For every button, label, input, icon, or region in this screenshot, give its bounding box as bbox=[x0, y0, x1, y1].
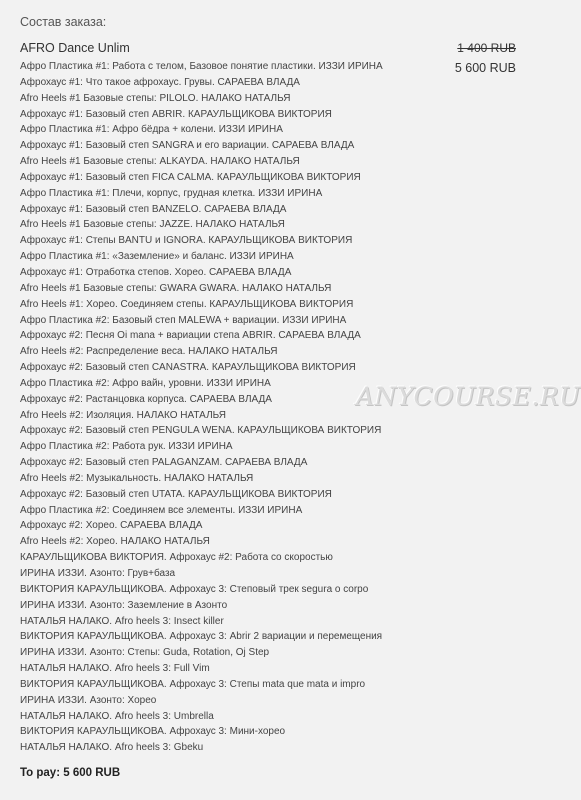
order-item: Афро Пластика #2: Афро вайн, уровни. ИЗЗИ ИРИНА bbox=[20, 377, 271, 389]
watermark: ANYCOURSE.RU bbox=[356, 382, 581, 411]
order-item: Afro Heels #2: Изоляция. НАЛАКО НАТАЛЬЯ bbox=[20, 409, 226, 421]
order-item: Афро Пластика #1: Работа с телом, Базовое понятие пластики. ИЗЗИ ИРИНА bbox=[20, 61, 383, 72]
order-item: ИРИНА ИЗЗИ. Азонто: Хорео bbox=[20, 694, 157, 706]
order-item: Afro Heels #2: Музыкальность. НАЛАКО НАТАЛЬЯ bbox=[20, 472, 254, 484]
order-item: Afro Heels #1 Базовые степы: ALKAYDA. НАЛАКО НАТАЛЬЯ bbox=[20, 156, 300, 168]
order-item: Афрохаус #2: Песня Oi mana + вариации степа ABRIR. САРАЕВА ВЛАДА bbox=[20, 330, 361, 342]
order-item: Afro Heels #1: Хорео. Соединяем степы. КАРАУЛЬЩИКОВА ВИКТОРИЯ bbox=[20, 298, 354, 310]
order-item: Afro Heels #1 Базовые степы: JAZZE. НАЛАКО НАТАЛЬЯ bbox=[20, 219, 285, 231]
order-item: Афро Пластика #1: Афро бёдра + колени. ИЗЗИ ИРИНА bbox=[20, 124, 283, 136]
order-item: ИРИНА ИЗЗИ. Азонто: Степы: Guda, Rotation, Oj Step bbox=[20, 647, 270, 659]
order-item: ИРИНА ИЗЗИ. Азонто: Заземление в Азонто bbox=[20, 599, 228, 611]
order-item: Афрохаус #2: Базовый степ PALAGANZAM. САРАЕВА ВЛАДА bbox=[20, 457, 308, 469]
order-item: Афрохаус #2: Базовый степ UTATA. КАРАУЛЬЩИКОВА ВИКТОРИЯ bbox=[20, 488, 332, 500]
order-item: Афро Пластика #2: Базовый степ MALEWA + вариации. ИЗЗИ ИРИНА bbox=[20, 314, 347, 326]
order-item: Афрохаус #2: Базовый степ PENGULA WENA. КАРАУЛЬЩИКОВА ВИКТОРИЯ bbox=[20, 425, 382, 437]
order-item: Афро Пластика #1: «Заземление» и баланс. ИЗЗИ ИРИНА bbox=[20, 251, 294, 263]
order-item: Афрохаус #1: Базовый степ FICA CALMA. КАРАУЛЬЩИКОВА ВИКТОРИЯ bbox=[20, 171, 361, 183]
order-item: Афрохаус #1: Отработка степов. Хорео. САРАЕВА ВЛАДА bbox=[20, 266, 292, 278]
order-item: НАТАЛЬЯ НАЛАКО. Afro heels 3: Full Vim bbox=[20, 663, 210, 675]
order-item: НАТАЛЬЯ НАЛАКО. Afro heels 3: Insect killer bbox=[20, 615, 224, 627]
order-item: ВИКТОРИЯ КАРАУЛЬЩИКОВА. Афрохаус 3: Степовый трек segura o corpo bbox=[20, 583, 369, 595]
order-item: Афро Пластика #2: Работа рук. ИЗЗИ ИРИНА bbox=[20, 441, 233, 453]
order-item: Afro Heels #2: Хорео. НАЛАКО НАТАЛЬЯ bbox=[20, 536, 210, 548]
order-item: Афрохаус #2: Хорео. САРАЕВА ВЛАДА bbox=[20, 520, 203, 532]
order-item: Афрохаус #1: Степы BANTU и IGNORA. КАРАУЛЬЩИКОВА ВИКТОРИЯ bbox=[20, 235, 353, 247]
total-to-pay: To pay: 5 600 RUB bbox=[20, 767, 121, 779]
product-name: AFRO Dance Unlim bbox=[20, 41, 130, 55]
order-item: Афро Пластика #1: Плечи, корпус, грудная клетка. ИЗЗИ ИРИНА bbox=[20, 187, 323, 199]
order-heading: Состав заказа: bbox=[20, 15, 107, 29]
old-price: 1 400 RUB bbox=[457, 41, 516, 55]
order-item: Афрохаус #1: Что такое афрохаус. Грувы. САРАЕВА ВЛАДА bbox=[20, 76, 300, 88]
order-item: ВИКТОРИЯ КАРАУЛЬЩИКОВА. Афрохаус 3: Мини-хорео bbox=[20, 726, 286, 738]
order-item: ВИКТОРИЯ КАРАУЛЬЩИКОВА. Афрохаус 3: Степы mata que mata и impro bbox=[20, 678, 366, 690]
order-item: Афрохаус #1: Базовый степ SANGRA и его вариации. САРАЕВА ВЛАДА bbox=[20, 140, 355, 152]
order-item: Афрохаус #2: Растанцовка корпуса. САРАЕВА ВЛАДА bbox=[20, 393, 272, 405]
order-item: Афрохаус #2: Базовый степ CANASTRA. КАРАУЛЬЩИКОВА ВИКТОРИЯ bbox=[20, 362, 356, 374]
order-item: ИРИНА ИЗЗИ. Азонто: Грув+база bbox=[20, 568, 176, 579]
order-item: Афро Пластика #2: Соединяем все элементы. ИЗЗИ ИРИНА bbox=[20, 504, 303, 516]
order-item: КАРАУЛЬЩИКОВА ВИКТОРИЯ. Афрохаус #2: Работа со скоростью bbox=[20, 552, 333, 564]
order-item: Афрохаус #1: Базовый степ ABRIR. КАРАУЛЬЩИКОВА ВИКТОРИЯ bbox=[20, 108, 332, 120]
order-item: Afro Heels #1 Базовые степы: GWARA GWARA. НАЛАКО НАТАЛЬЯ bbox=[20, 282, 332, 294]
current-price: 5 600 RUB bbox=[454, 61, 516, 75]
order-item: Afro Heels #2: Распределение веса. НАЛАКО НАТАЛЬЯ bbox=[20, 346, 278, 358]
order-item: НАТАЛЬЯ НАЛАКО. Afro heels 3: Umbrella bbox=[20, 710, 214, 722]
order-item: Afro Heels #1 Базовые степы: PILOLO. НАЛАКО НАТАЛЬЯ bbox=[20, 92, 291, 104]
product-row bbox=[20, 41, 516, 55]
order-item: ВИКТОРИЯ КАРАУЛЬЩИКОВА. Афрохаус 3: Abrir 2 вариации и перемещения bbox=[20, 631, 383, 643]
order-item: Афрохаус #1: Базовый степ BANZELO. САРАЕВА ВЛАДА bbox=[20, 203, 287, 215]
order-item: НАТАЛЬЯ НАЛАКО. Afro heels 3: Gbeku bbox=[20, 742, 204, 754]
